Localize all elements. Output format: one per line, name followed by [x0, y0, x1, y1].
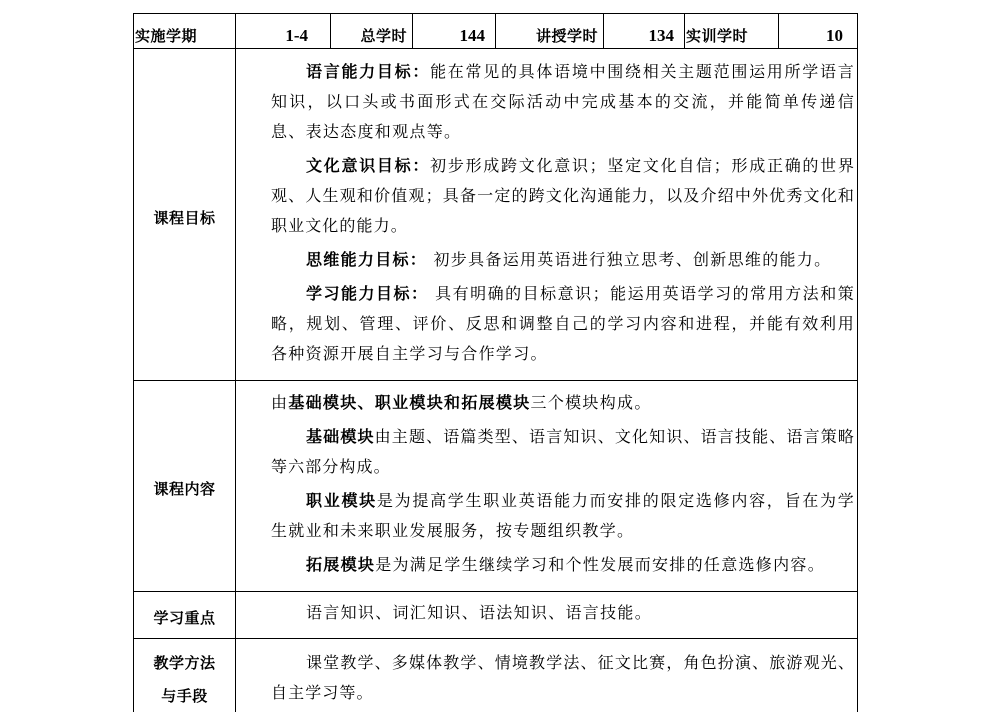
practice-hours-label: 实训学时	[684, 14, 778, 48]
objective-culture-text: 初步形成跨文化意识；坚定文化自信；形成正确的世界观、人生观和价值观；具备一定的跨文化沟通能力，以及介绍中外优秀文化和职业文化的能力。	[271, 156, 855, 235]
objective-thinking	[271, 245, 855, 275]
objectives-label: 课程目标	[153, 208, 216, 227]
summary-row	[134, 13, 857, 48]
content-label-cell	[134, 381, 235, 591]
methods-content	[235, 639, 857, 712]
module-basic	[271, 422, 855, 482]
focus-text: 语言知识、词汇知识、语法知识、语言技能。	[306, 603, 653, 622]
module-basic-lead: 基础模块	[306, 427, 375, 446]
focus-row	[134, 591, 857, 638]
focus-content	[235, 592, 857, 638]
total-hours-label: 总学时	[330, 14, 412, 48]
module-extension-text: 是为满足学生继续学习和个性发展而安排的任意选修内容。	[375, 555, 826, 574]
objective-culture	[271, 151, 855, 241]
objective-language-lead: 语言能力目标：	[306, 62, 431, 81]
lecture-hours-value: 134	[603, 14, 684, 48]
methods-text: 课堂教学、多媒体教学、情境教学法、征文比赛，角色扮演、旅游观光、自主学习等。	[271, 653, 855, 702]
objective-learning-text: 具有明确的目标意识；能运用英语学习的常用方法和策略，规划、管理、评价、反思和调整自己的学习内容和进程，并能有效利用各种资源开展自主学习与合作学习。	[271, 284, 855, 363]
module-extension-lead: 拓展模块	[306, 555, 376, 574]
content-overview	[271, 388, 855, 418]
content-label: 课程内容	[153, 480, 216, 498]
objectives-content	[235, 49, 857, 380]
focus-label: 学习重点	[153, 609, 216, 627]
content-overview-lead: 基础模块、职业模块和拓展模块	[288, 393, 531, 412]
content-overview-text: 三个模块构成。	[530, 393, 652, 412]
objective-culture-lead: 文化意识目标：	[306, 156, 431, 175]
content-body	[235, 381, 857, 591]
course-table	[133, 13, 858, 712]
semester-label: 实施学期	[135, 27, 198, 45]
module-basic-text: 由主题、语篇类型、语言知识、文化知识、语言技能、语言策略等六部分构成。	[271, 427, 855, 476]
module-vocational	[271, 486, 855, 546]
content-row	[134, 380, 857, 591]
module-vocational-lead: 职业模块	[306, 491, 377, 510]
focus-label-cell	[134, 592, 235, 638]
semester-value: 1-4	[235, 14, 330, 48]
module-extension	[271, 550, 855, 580]
objective-thinking-lead: 思维能力目标：	[306, 250, 428, 269]
practice-hours-value: 10	[778, 14, 857, 48]
methods-paragraph	[271, 648, 855, 708]
methods-row	[134, 638, 857, 712]
total-hours-value: 144	[412, 14, 495, 48]
objective-learning	[271, 279, 855, 369]
objective-learning-lead: 学习能力目标：	[306, 284, 429, 303]
objectives-label-cell	[134, 49, 235, 380]
module-vocational-text: 是为提高学生职业英语能力而安排的限定选修内容，旨在为学生就业和未来职业发展服务，按专题组织教学。	[271, 491, 856, 540]
methods-label: 教学方法 与手段	[153, 654, 216, 705]
objectives-row	[134, 48, 857, 380]
methods-label-cell	[134, 639, 235, 712]
focus-paragraph	[271, 598, 855, 628]
objective-language-text: 能在常见的具体语境中围绕相关主题范围运用所学语言知识，以口头或书面形式在交际活动中完成基本的交流，并能简单传递信息、表达态度和观点等。	[271, 62, 855, 141]
objective-thinking-text: 初步具备运用英语进行独立思考、创新思维的能力。	[427, 250, 832, 269]
lecture-hours-label: 讲授学时	[495, 14, 603, 48]
content-overview-pre: 由	[271, 393, 289, 412]
objective-language	[271, 57, 855, 147]
